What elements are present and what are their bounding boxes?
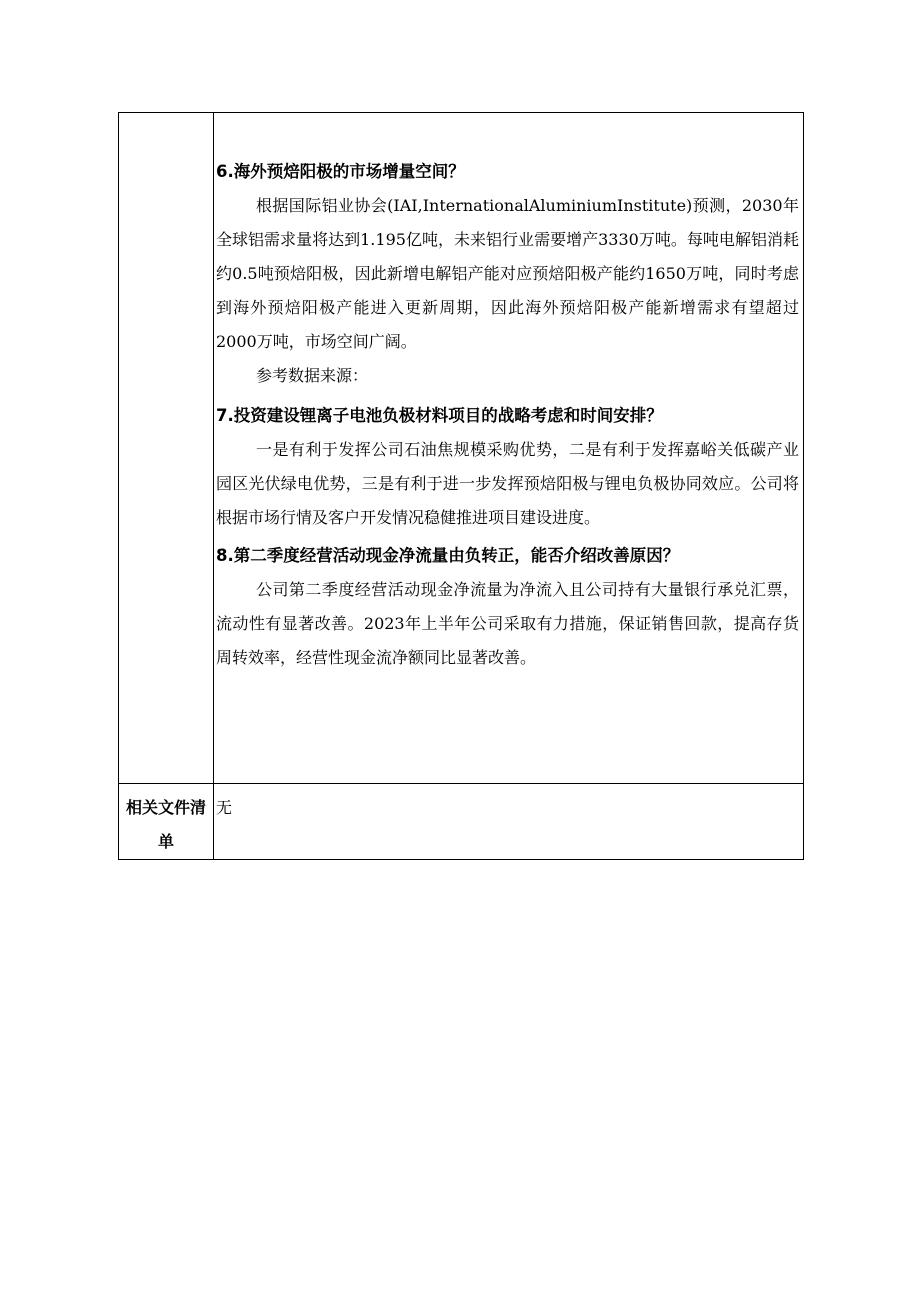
question-6: 6.海外预焙阳极的市场增量空间？ — [216, 162, 465, 181]
qa-content — [214, 113, 803, 675]
files-value-cell — [214, 784, 804, 860]
qa-row — [119, 113, 804, 784]
files-label: 相关文件清单 — [125, 798, 206, 851]
answer-8-paragraph-1: 公司第二季度经营活动现金净流量为净流入且公司持有大量银行承兑汇票，流动性有显著改善。2023年上半年公司采取有力措施，保证销售回款，提高存货周转效率，经营性现金流净额同比显著改善。 — [216, 580, 799, 667]
answer-6-paragraph-2: 参考数据来源： — [256, 366, 369, 385]
qa-content-cell — [214, 113, 804, 784]
answer-7-paragraph-1: 一是有利于发挥公司石油焦规模采购优势，二是有利于发挥嘉峪关低碳产业园区光伏绿电优势，三是有利于进一步发挥预焙阳极与锂电负极协同效应。公司将根据市场行情及客户开发情况稳健推进项目建设进度。 — [216, 440, 799, 527]
files-value: 无 — [216, 798, 233, 817]
record-table — [118, 112, 804, 860]
files-row — [119, 784, 804, 860]
files-label-cell — [119, 784, 214, 860]
qa-row-label-cell — [119, 113, 214, 784]
question-7: 7.投资建设锂离子电池负极材料项目的战略考虑和时间安排？ — [216, 406, 663, 425]
question-8: 8.第二季度经营活动现金净流量由负转正，能否介绍改善原因？ — [216, 546, 680, 565]
answer-6-paragraph-1: 根据国际铝业协会(IAI,InternationalAluminiumInstitute)预测，2030年全球铝需求量将达到1.195亿吨，未来铝行业需要增产3330万吨。每吨电解铝消耗约0.5吨预焙阳极，因此新增电解铝产能对应预焙阳极产能约1650万吨，同时考虑到海外预焙阳极产能进入更新周期，因此海外预焙阳极产能新增需求有望超过2000万吨，市场空间广阔。 — [216, 196, 799, 351]
